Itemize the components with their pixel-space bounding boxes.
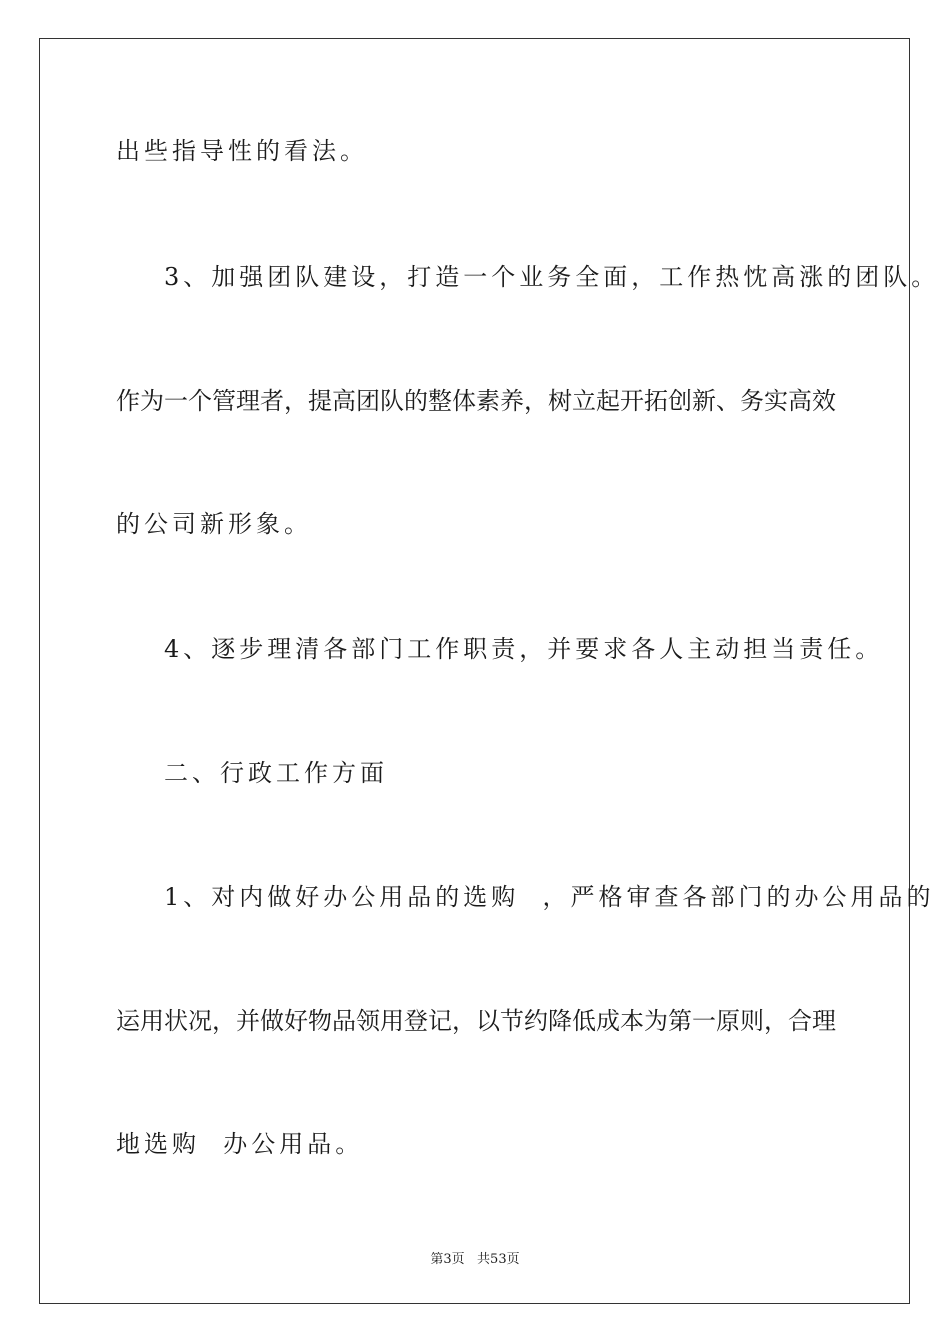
text-line: 的公司新形象。 [116, 510, 312, 538]
text-line: 地选购 办公用品。 [116, 1130, 364, 1158]
text-line: 1、对内做好办公用品的选购 ，严格审查各部门的办公用品的 [164, 883, 935, 911]
page-border [39, 38, 910, 1304]
text-line: 3、加强团队建设，打造一个业务全面，工作热忱高涨的团队。 [164, 263, 940, 291]
text-line: 作为一个管理者，提高团队的整体素养，树立起开拓创新、务实高效 [116, 387, 836, 415]
text-line: 4、逐步理清各部门工作职责，并要求各人主动担当责任。 [164, 635, 884, 663]
text-line: 出些指导性的看法。 [116, 137, 368, 165]
page-number-footer: 第3页 共53页 [430, 1252, 520, 1267]
text-line: 运用状况，并做好物品领用登记，以节约降低成本为第一原则，合理 [116, 1007, 836, 1035]
section-heading: 二、行政工作方面 [164, 759, 388, 787]
